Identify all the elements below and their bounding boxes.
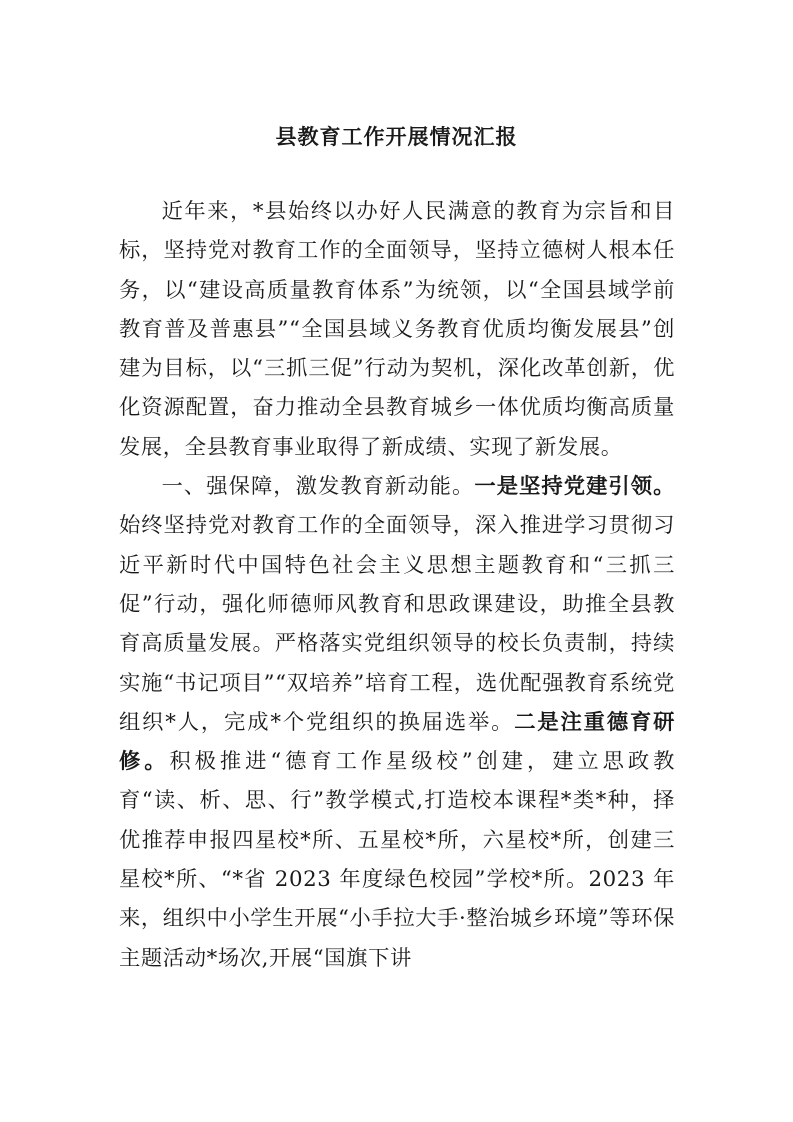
subheading-party-leadership: 一是坚持党建引领。	[474, 474, 675, 500]
paragraph-text: 始终坚持党对教育工作的全面领导，深入推进学习贯彻习近平新时代中国特色社会主义思想主题教育和“三抓三促”行动，强化师德师风教育和思政课建设，助推全县教育高质量发展。严格落实党组织领导的校长负责制，持续实施“书记项目”“双培养”培育工程，选优配强教育系统党组织*人，完成*个党组织的换届选举。	[119, 513, 675, 735]
document-title: 县教育工作开展情况汇报	[275, 124, 518, 149]
subheading-moral-education: 二是注重德育研修。	[119, 709, 675, 775]
document-body	[119, 192, 675, 978]
paragraph-text: 近年来，*县始终以办好人民满意的教育为宗旨和目标，坚持党对教育工作的全面领导，坚持立德树人根本任务，以“建设高质量教育体系”为统领，以“全国县域学前教育普及普惠县”“全国县域义务教育优质均衡发展县”创建为目标，以“三抓三促”行动为契机，深化改革创新，优化资源配置，奋力推动全县教育城乡一体优质均衡高质量发展，全县教育事业取得了新成绩、实现了新发展。	[119, 199, 675, 460]
paragraph-section-one	[119, 467, 675, 978]
section-heading: 一、强保障，激发教育新动能。	[161, 474, 475, 500]
paragraph-text: 积极推进“德育工作星级校”创建，建立思政教育“读、析、思、行”教学模式,打造校本课程*类*种，择优推荐申报四星校*所、五星校*所，六星校*所，创建三星校*所、“*省 2023 年度绿色校园”学校*所。2023 年来，组织中小学生开展“小手拉大手·整治城乡环境”等环保主题活动*场次,开展“国旗下讲	[119, 749, 675, 971]
paragraph-intro	[119, 192, 675, 467]
